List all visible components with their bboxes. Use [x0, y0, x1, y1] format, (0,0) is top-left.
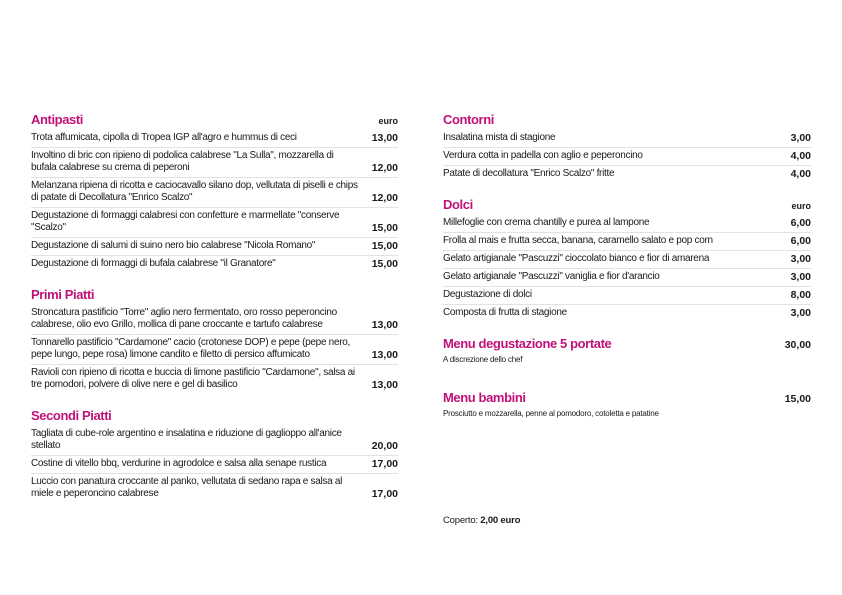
right-column [443, 112, 811, 418]
menu-item-name: Frolla al mais e frutta secca, banana, caramello salato e pop corn [443, 235, 713, 246]
menu-section-contorni [443, 112, 811, 183]
menu-item-name: Verdura cotta in padella con aglio e peperoncino [443, 150, 643, 161]
menu-item [443, 287, 811, 305]
menu-item-name: Involtino di bric con ripieno di podolica calabrese "La Sulla", mozzarella di bufala calabrese su crema di peperoni [31, 150, 334, 173]
special-menu-title: Menu degustazione 5 portate [443, 336, 612, 351]
section-currency-label: euro [791, 201, 811, 211]
section-header [31, 287, 398, 305]
menu-item-name: Degustazione di formaggi calabresi con confetture e marmellate "conserve "Scalzo" [31, 210, 340, 233]
menu-item-price: 8,00 [790, 289, 811, 301]
menu-item-price: 13,00 [371, 319, 398, 331]
menu-section-dolci [443, 197, 811, 322]
menu-item-name: Millefoglie con crema chantilly e purea al lampone [443, 217, 650, 228]
section-title: Antipasti [31, 112, 84, 127]
menu-item-name: Gelato artigianale "Pascuzzi" vaniglia e fior d'arancio [443, 271, 660, 282]
menu-item-price: 4,00 [790, 168, 811, 180]
menu-item-name: Costine di vitello bbq, verdurine in agrodolce e salsa alla senape rustica [31, 458, 327, 469]
cover-charge-value: 2,00 euro [480, 515, 521, 526]
menu-item-price: 13,00 [371, 379, 398, 391]
menu-item-price: 3,00 [790, 271, 811, 283]
menu-item [443, 269, 811, 287]
menu-section-primi-piatti [31, 287, 398, 394]
menu-item-price: 6,00 [790, 217, 811, 229]
menu-item-name: Patate di decollatura "Enrico Scalzo" fritte [443, 168, 615, 179]
section-title: Dolci [443, 197, 473, 212]
cover-charge-label: Coperto: [443, 515, 478, 526]
menu-item-price: 12,00 [371, 162, 398, 174]
menu-item-price: 3,00 [790, 132, 811, 144]
menu-item-price: 12,00 [371, 192, 398, 204]
menu-item [31, 365, 398, 394]
menu-item-name: Tagliata di cube-role argentino e insalatina e riduzione di gaglioppo all'anice stellato [31, 428, 342, 451]
menu-section-secondi-piatti [31, 408, 398, 503]
special-menu-description: Prosciutto e mozzarella, penne al pomodoro, cotoletta e patatine [443, 409, 659, 418]
menu-item-price: 13,00 [371, 349, 398, 361]
menu-item-price: 15,00 [371, 258, 398, 270]
menu-item [31, 208, 398, 238]
cover-charge [443, 515, 520, 526]
menu-item [31, 426, 398, 456]
menu-item-name: Ravioli con ripieno di ricotta e buccia di limone pastificio "Cardamone", salsa ai tre pomodori, polvere di olive nere e gel di basilico [31, 367, 355, 390]
menu-item [443, 251, 811, 269]
special-menu-menu-bambini [443, 390, 811, 418]
menu-item [31, 256, 398, 273]
section-header [443, 112, 811, 130]
menu-item [31, 335, 398, 365]
menu-item [31, 238, 398, 256]
special-menu-price: 30,00 [784, 339, 811, 351]
menu-item-name: Degustazione di salumi di suino nero bio calabrese "Nicola Romano" [31, 240, 316, 251]
menu-item-price: 20,00 [371, 440, 398, 452]
section-title: Primi Piatti [31, 287, 95, 302]
menu-item-price: 15,00 [371, 222, 398, 234]
menu-item-name: Trota affumicata, cipolla di Tropea IGP all'agro e hummus di ceci [31, 132, 297, 143]
menu-item [31, 456, 398, 474]
menu-item-price: 15,00 [371, 240, 398, 252]
special-menu-header [443, 390, 811, 405]
menu-item-price: 17,00 [371, 488, 398, 500]
menu-item-name: Tonnarello pastificio "Cardamone" cacio (crotonese DOP) e pepe (pepe nero, pepe lungo, pepe rosa) limone candito e filetto di persico affumicato [31, 337, 350, 360]
menu-item-price: 6,00 [790, 235, 811, 247]
section-header [31, 408, 398, 426]
left-column [31, 112, 398, 517]
special-menu-menu-degustazione-5-portate [443, 336, 811, 364]
menu-item [443, 130, 811, 148]
menu-item-name: Gelato artigianale "Pascuzzi" cioccolato bianco e fior di amarena [443, 253, 710, 264]
section-currency-label: euro [378, 116, 398, 126]
section-header [31, 112, 398, 130]
menu-item-name: Stroncatura pastificio "Torre" aglio nero fermentato, oro rosso peperoncino calabrese, olio evo Grillo, mollica di pane croccante e tartufo calabrese [31, 307, 337, 330]
menu-item-price: 17,00 [371, 458, 398, 470]
menu-item [31, 474, 398, 503]
menu-item-name: Degustazione di formaggi di bufala calabrese "il Granatore" [31, 258, 276, 269]
section-title: Secondi Piatti [31, 408, 112, 423]
menu-item-price: 13,00 [371, 132, 398, 144]
menu-item [443, 166, 811, 183]
menu-item [443, 148, 811, 166]
menu-item [443, 233, 811, 251]
section-header [443, 197, 811, 215]
menu-item-name: Insalatina mista di stagione [443, 132, 556, 143]
menu-item-price: 3,00 [790, 253, 811, 265]
special-menu-price: 15,00 [784, 393, 811, 405]
menu-item-price: 4,00 [790, 150, 811, 162]
menu-item-name: Luccio con panatura croccante al panko, vellutata di sedano rapa e salsa al miele e peperoncino calabrese [31, 476, 343, 499]
menu-item-name: Melanzana ripiena di ricotta e caciocavallo silano dop, vellutata di piselli e chips di patate di Decollatura "Enrico Scalzo" [31, 180, 358, 203]
menu-item-name: Composta di frutta di stagione [443, 307, 567, 318]
menu-item-price: 3,00 [790, 307, 811, 319]
menu-item [31, 148, 398, 178]
menu-item [31, 305, 398, 335]
menu-item [443, 305, 811, 322]
menu-item-name: Degustazione di dolci [443, 289, 532, 300]
menu-item [31, 130, 398, 148]
menu-item [31, 178, 398, 208]
section-title: Contorni [443, 112, 494, 127]
special-menu-header [443, 336, 811, 351]
special-menu-description: A discrezione dello chef [443, 355, 523, 364]
menu-item [443, 215, 811, 233]
menu-section-antipasti [31, 112, 398, 273]
special-menu-title: Menu bambini [443, 390, 526, 405]
